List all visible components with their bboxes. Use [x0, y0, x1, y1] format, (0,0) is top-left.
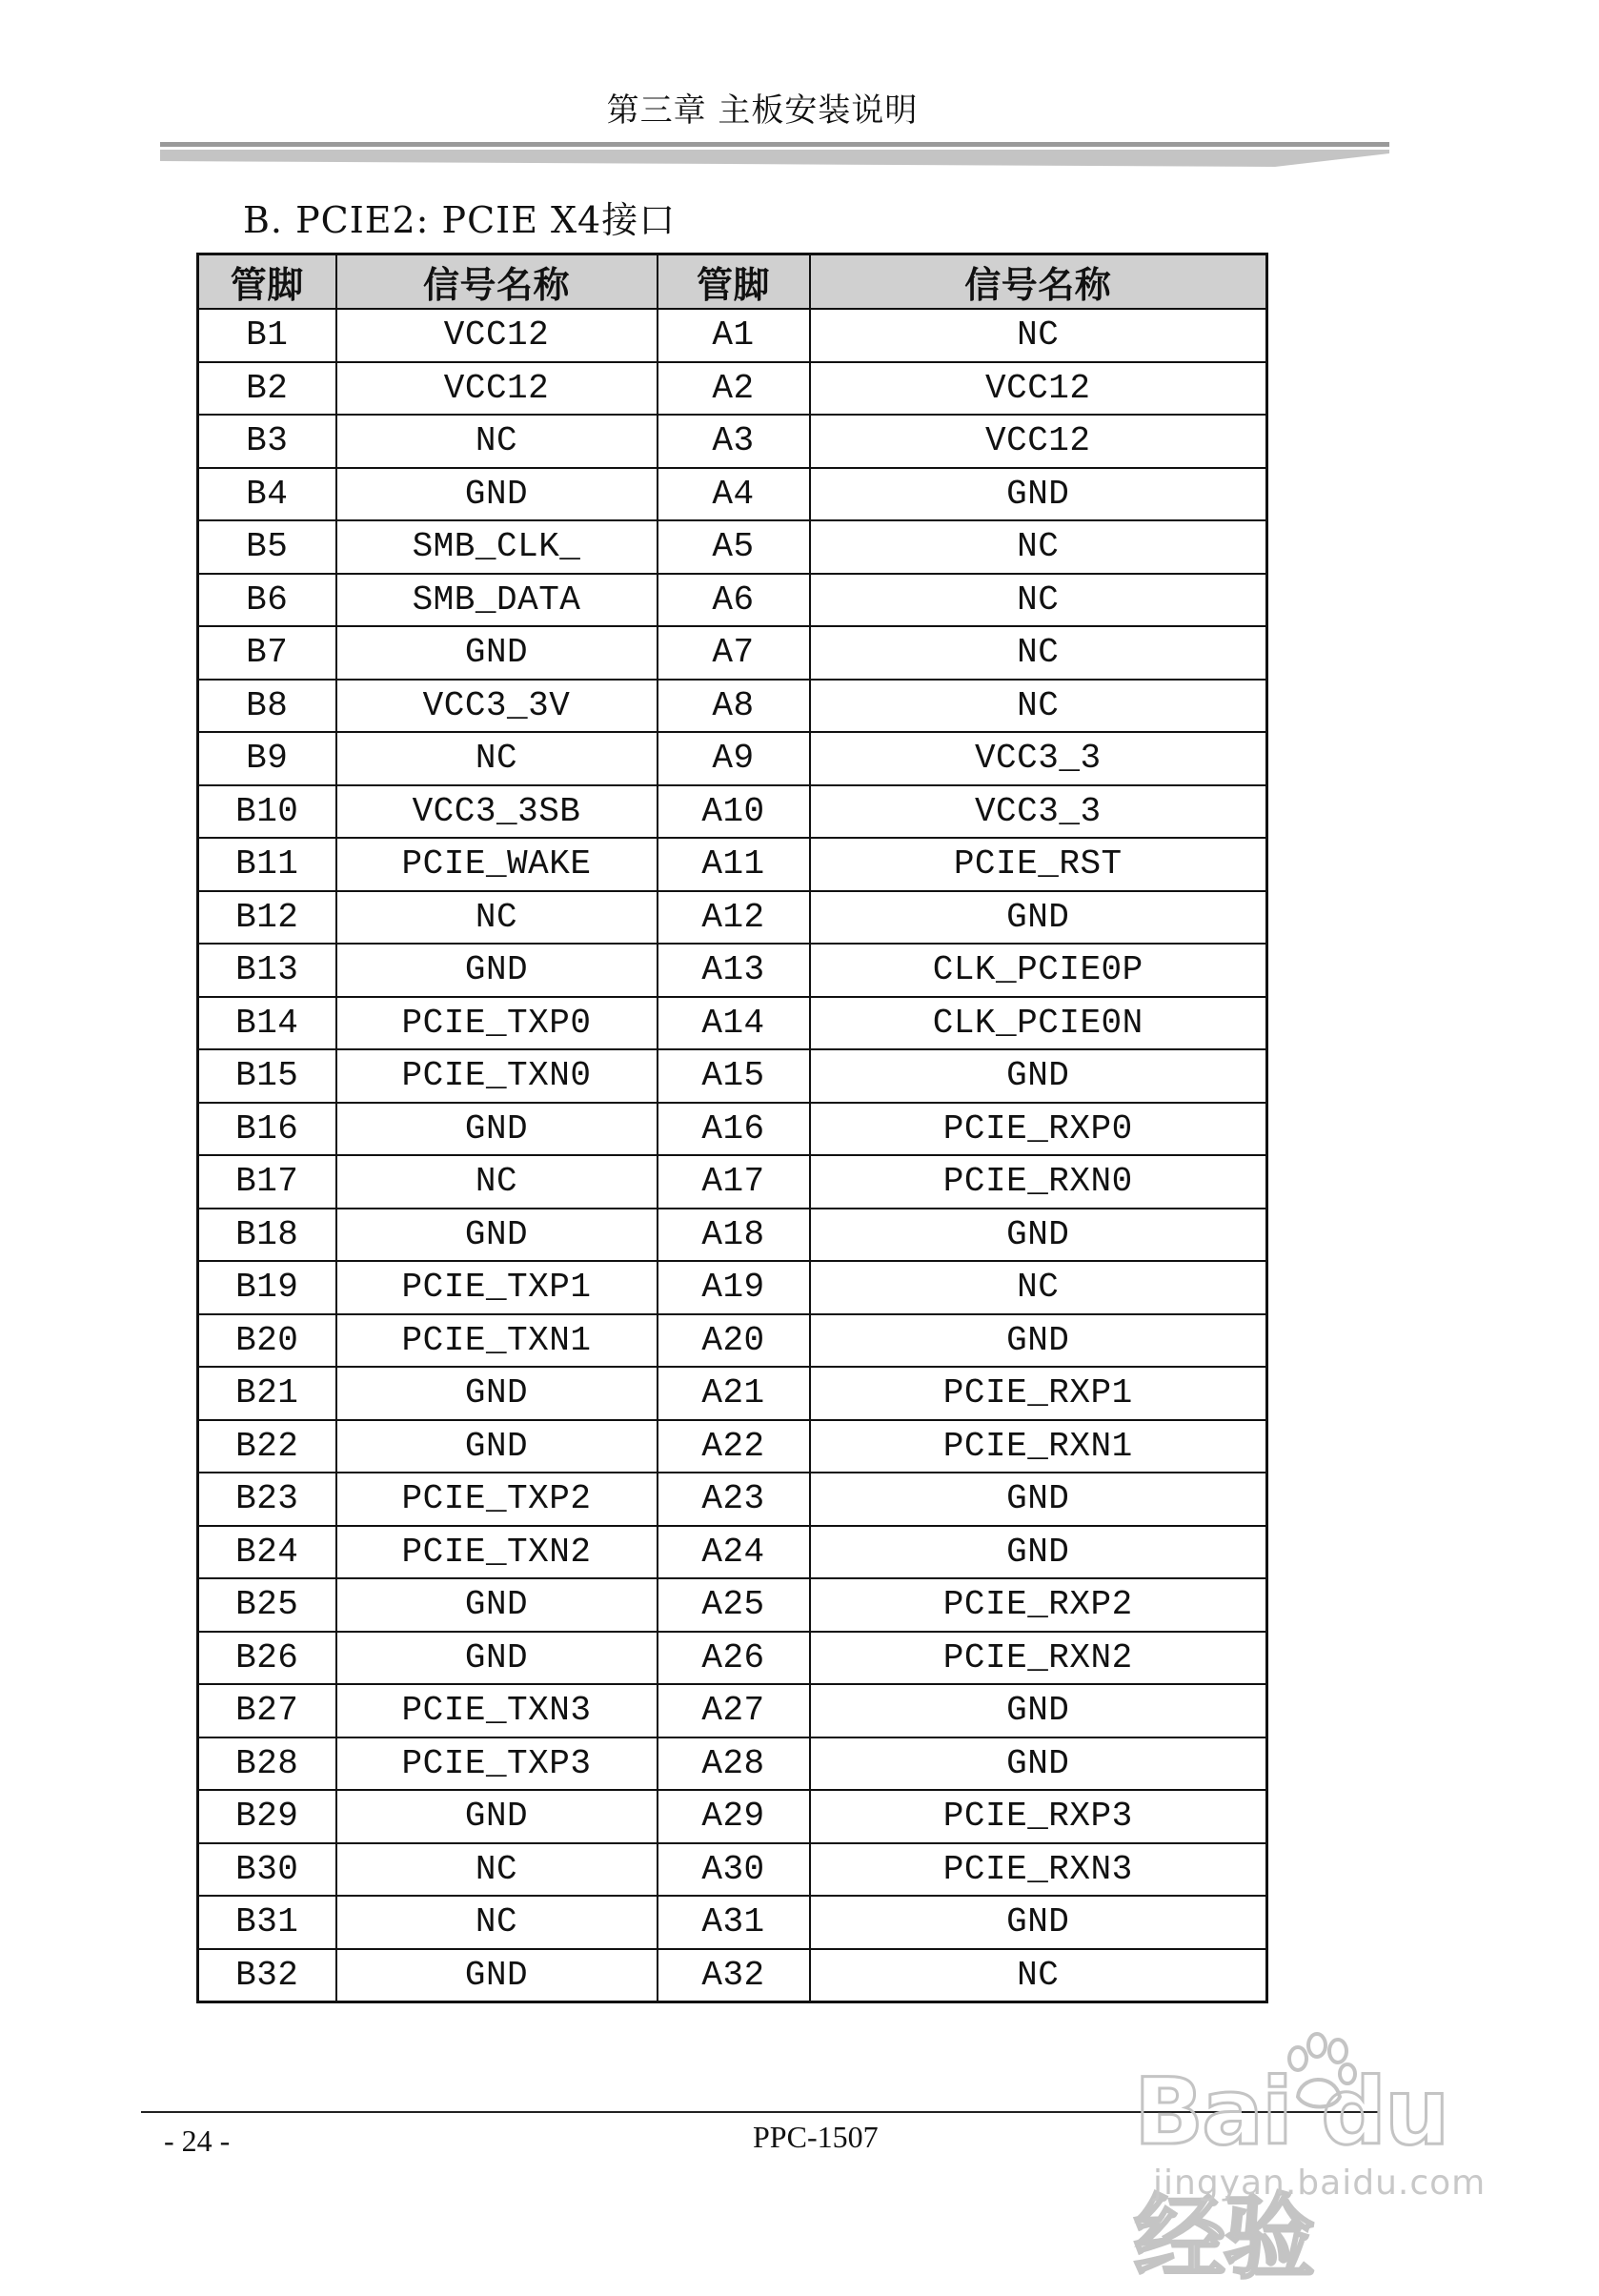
- pin-b-cell: B13: [198, 944, 336, 997]
- pin-b-cell: B24: [198, 1526, 336, 1579]
- signal-a-cell: NC: [810, 574, 1267, 627]
- table-row: [198, 362, 1267, 416]
- pin-a-cell: A11: [658, 838, 810, 891]
- signal-a-cell: CLK_PCIE0P: [810, 944, 1267, 997]
- signal-a-cell: PCIE_RXN0: [810, 1155, 1267, 1209]
- table-row: [198, 520, 1267, 574]
- signal-a-cell: GND: [810, 1896, 1267, 1949]
- signal-a-cell: GND: [810, 1209, 1267, 1262]
- table-row: [198, 1473, 1267, 1526]
- pin-a-cell: A17: [658, 1155, 810, 1209]
- table-row: [198, 732, 1267, 785]
- table-row: [198, 1209, 1267, 1262]
- pin-a-cell: A16: [658, 1103, 810, 1156]
- pin-a-cell: A1: [658, 309, 810, 362]
- signal-a-cell: GND: [810, 891, 1267, 945]
- signal-b-cell: PCIE_TXP3: [336, 1737, 658, 1791]
- table-row: [198, 891, 1267, 945]
- signal-a-cell: PCIE_RST: [810, 838, 1267, 891]
- signal-b-cell: GND: [336, 1949, 658, 2002]
- signal-b-cell: NC: [336, 1155, 658, 1209]
- footer-model: PPC-1507: [753, 2120, 879, 2154]
- signal-a-cell: VCC12: [810, 415, 1267, 468]
- pin-a-cell: A28: [658, 1737, 810, 1791]
- pin-a-cell: A27: [658, 1684, 810, 1737]
- table-row: [198, 415, 1267, 468]
- pin-a-cell: A22: [658, 1420, 810, 1473]
- signal-b-cell: PCIE_TXN0: [336, 1049, 658, 1103]
- signal-a-cell: GND: [810, 1684, 1267, 1737]
- pin-a-cell: A31: [658, 1896, 810, 1949]
- signal-b-cell: GND: [336, 1578, 658, 1632]
- pin-a-cell: A2: [658, 362, 810, 416]
- table-row: [198, 1261, 1267, 1314]
- pin-b-cell: B16: [198, 1103, 336, 1156]
- signal-a-cell: GND: [810, 1473, 1267, 1526]
- header-rule: [160, 138, 1389, 176]
- pin-a-cell: A6: [658, 574, 810, 627]
- signal-b-cell: NC: [336, 415, 658, 468]
- signal-b-cell: GND: [336, 1632, 658, 1685]
- signal-b-cell: GND: [336, 1790, 658, 1843]
- signal-b-cell: GND: [336, 1209, 658, 1262]
- signal-a-cell: NC: [810, 1261, 1267, 1314]
- pin-a-cell: A18: [658, 1209, 810, 1262]
- pin-b-cell: B30: [198, 1843, 336, 1897]
- signal-a-cell: GND: [810, 1049, 1267, 1103]
- signal-b-cell: PCIE_TXN3: [336, 1684, 658, 1737]
- pin-b-cell: B17: [198, 1155, 336, 1209]
- table-row: [198, 1155, 1267, 1209]
- pin-a-cell: A32: [658, 1949, 810, 2002]
- signal-a-cell: PCIE_RXN1: [810, 1420, 1267, 1473]
- table-row: [198, 997, 1267, 1050]
- signal-a-cell: PCIE_RXP1: [810, 1367, 1267, 1420]
- table-row: [198, 1684, 1267, 1737]
- pin-a-cell: A14: [658, 997, 810, 1050]
- pin-b-cell: B4: [198, 468, 336, 521]
- signal-a-cell: CLK_PCIE0N: [810, 997, 1267, 1050]
- signal-b-cell: GND: [336, 1367, 658, 1420]
- pin-a-cell: A5: [658, 520, 810, 574]
- signal-a-cell: PCIE_RXN3: [810, 1843, 1267, 1897]
- signal-a-cell: GND: [810, 1314, 1267, 1368]
- header-signal-b: 信号名称: [336, 254, 658, 310]
- table-row: [198, 1526, 1267, 1579]
- pin-a-cell: A12: [658, 891, 810, 945]
- signal-a-cell: VCC12: [810, 362, 1267, 416]
- signal-b-cell: PCIE_TXN1: [336, 1314, 658, 1368]
- pin-a-cell: A10: [658, 785, 810, 839]
- signal-a-cell: NC: [810, 626, 1267, 680]
- pin-a-cell: A4: [658, 468, 810, 521]
- table-header-row: [198, 254, 1267, 310]
- header-signal-a: 信号名称: [810, 254, 1267, 310]
- pin-a-cell: A26: [658, 1632, 810, 1685]
- signal-a-cell: GND: [810, 1526, 1267, 1579]
- pin-b-cell: B7: [198, 626, 336, 680]
- signal-a-cell: NC: [810, 1949, 1267, 2002]
- pin-b-cell: B29: [198, 1790, 336, 1843]
- pin-b-cell: B28: [198, 1737, 336, 1791]
- pin-b-cell: B32: [198, 1949, 336, 2002]
- pin-b-cell: B20: [198, 1314, 336, 1368]
- table-row: [198, 1896, 1267, 1949]
- header-pin-a: 管脚: [658, 254, 810, 310]
- pin-a-cell: A15: [658, 1049, 810, 1103]
- page-number: - 24 -: [164, 2123, 231, 2158]
- signal-b-cell: VCC3_3V: [336, 680, 658, 733]
- signal-b-cell: PCIE_TXP1: [336, 1261, 658, 1314]
- signal-b-cell: NC: [336, 1896, 658, 1949]
- table-row: [198, 468, 1267, 521]
- signal-a-cell: PCIE_RXN2: [810, 1632, 1267, 1685]
- table-row: [198, 1049, 1267, 1103]
- signal-b-cell: PCIE_TXP0: [336, 997, 658, 1050]
- signal-b-cell: GND: [336, 944, 658, 997]
- pin-b-cell: B21: [198, 1367, 336, 1420]
- table-row: [198, 1949, 1267, 2002]
- table-row: [198, 785, 1267, 839]
- signal-b-cell: VCC3_3SB: [336, 785, 658, 839]
- signal-b-cell: GND: [336, 1420, 658, 1473]
- pin-b-cell: B15: [198, 1049, 336, 1103]
- pin-a-cell: A21: [658, 1367, 810, 1420]
- pin-b-cell: B10: [198, 785, 336, 839]
- signal-a-cell: GND: [810, 468, 1267, 521]
- signal-b-cell: GND: [336, 626, 658, 680]
- pin-b-cell: B3: [198, 415, 336, 468]
- pin-a-cell: A19: [658, 1261, 810, 1314]
- pin-a-cell: A29: [658, 1790, 810, 1843]
- header-pin-b: 管脚: [198, 254, 336, 310]
- signal-a-cell: PCIE_RXP2: [810, 1578, 1267, 1632]
- signal-b-cell: SMB_CLK_: [336, 520, 658, 574]
- table-row: [198, 838, 1267, 891]
- pin-b-cell: B26: [198, 1632, 336, 1685]
- pin-a-cell: A25: [658, 1578, 810, 1632]
- chapter-title: 第三章 主板安装说明: [606, 91, 919, 130]
- pin-b-cell: B1: [198, 309, 336, 362]
- pin-a-cell: A9: [658, 732, 810, 785]
- pin-a-cell: A24: [658, 1526, 810, 1579]
- table-row: [198, 1737, 1267, 1791]
- pin-b-cell: B5: [198, 520, 336, 574]
- signal-a-cell: PCIE_RXP0: [810, 1103, 1267, 1156]
- pin-b-cell: B27: [198, 1684, 336, 1737]
- signal-b-cell: VCC12: [336, 362, 658, 416]
- pin-a-cell: A13: [658, 944, 810, 997]
- pin-a-cell: A8: [658, 680, 810, 733]
- signal-b-cell: PCIE_TXN2: [336, 1526, 658, 1579]
- signal-a-cell: GND: [810, 1737, 1267, 1791]
- pin-b-cell: B14: [198, 997, 336, 1050]
- signal-b-cell: SMB_DATA: [336, 574, 658, 627]
- pin-b-cell: B8: [198, 680, 336, 733]
- pin-b-cell: B19: [198, 1261, 336, 1314]
- table-row: [198, 1103, 1267, 1156]
- pin-b-cell: B31: [198, 1896, 336, 1949]
- pin-a-cell: A7: [658, 626, 810, 680]
- table-row: [198, 1420, 1267, 1473]
- pin-b-cell: B22: [198, 1420, 336, 1473]
- table-row: [198, 1843, 1267, 1897]
- signal-a-cell: NC: [810, 520, 1267, 574]
- pin-b-cell: B2: [198, 362, 336, 416]
- table-row: [198, 574, 1267, 627]
- section-heading: B. PCIE2: PCIE X4接口: [243, 199, 677, 241]
- pin-a-cell: A30: [658, 1843, 810, 1897]
- pin-b-cell: B6: [198, 574, 336, 627]
- pin-b-cell: B18: [198, 1209, 336, 1262]
- signal-b-cell: NC: [336, 1843, 658, 1897]
- baidu-watermark: [1134, 2030, 1534, 2291]
- watermark-logo: Bai du 经验: [1134, 2059, 1448, 2291]
- table-row: [198, 680, 1267, 733]
- table-row: [198, 944, 1267, 997]
- table-row: [198, 1367, 1267, 1420]
- pin-b-cell: B9: [198, 732, 336, 785]
- signal-a-cell: VCC3_3: [810, 732, 1267, 785]
- watermark-url: jingyan.baidu.com: [1153, 2164, 1487, 2203]
- signal-b-cell: NC: [336, 732, 658, 785]
- table-row: [198, 309, 1267, 362]
- table-row: [198, 1790, 1267, 1843]
- table-row: [198, 1578, 1267, 1632]
- pin-b-cell: B11: [198, 838, 336, 891]
- signal-a-cell: PCIE_RXP3: [810, 1790, 1267, 1843]
- table-row: [198, 626, 1267, 680]
- pin-b-cell: B25: [198, 1578, 336, 1632]
- table-row: [198, 1314, 1267, 1368]
- table-row: [198, 1632, 1267, 1685]
- pin-b-cell: B12: [198, 891, 336, 945]
- signal-b-cell: NC: [336, 891, 658, 945]
- pin-b-cell: B23: [198, 1473, 336, 1526]
- signal-a-cell: NC: [810, 680, 1267, 733]
- signal-b-cell: GND: [336, 1103, 658, 1156]
- signal-b-cell: GND: [336, 468, 658, 521]
- pin-table: [196, 253, 1268, 2003]
- signal-b-cell: PCIE_TXP2: [336, 1473, 658, 1526]
- signal-a-cell: NC: [810, 309, 1267, 362]
- pin-a-cell: A3: [658, 415, 810, 468]
- pin-a-cell: A23: [658, 1473, 810, 1526]
- signal-b-cell: PCIE_WAKE: [336, 838, 658, 891]
- signal-b-cell: VCC12: [336, 309, 658, 362]
- pin-a-cell: A20: [658, 1314, 810, 1368]
- signal-a-cell: VCC3_3: [810, 785, 1267, 839]
